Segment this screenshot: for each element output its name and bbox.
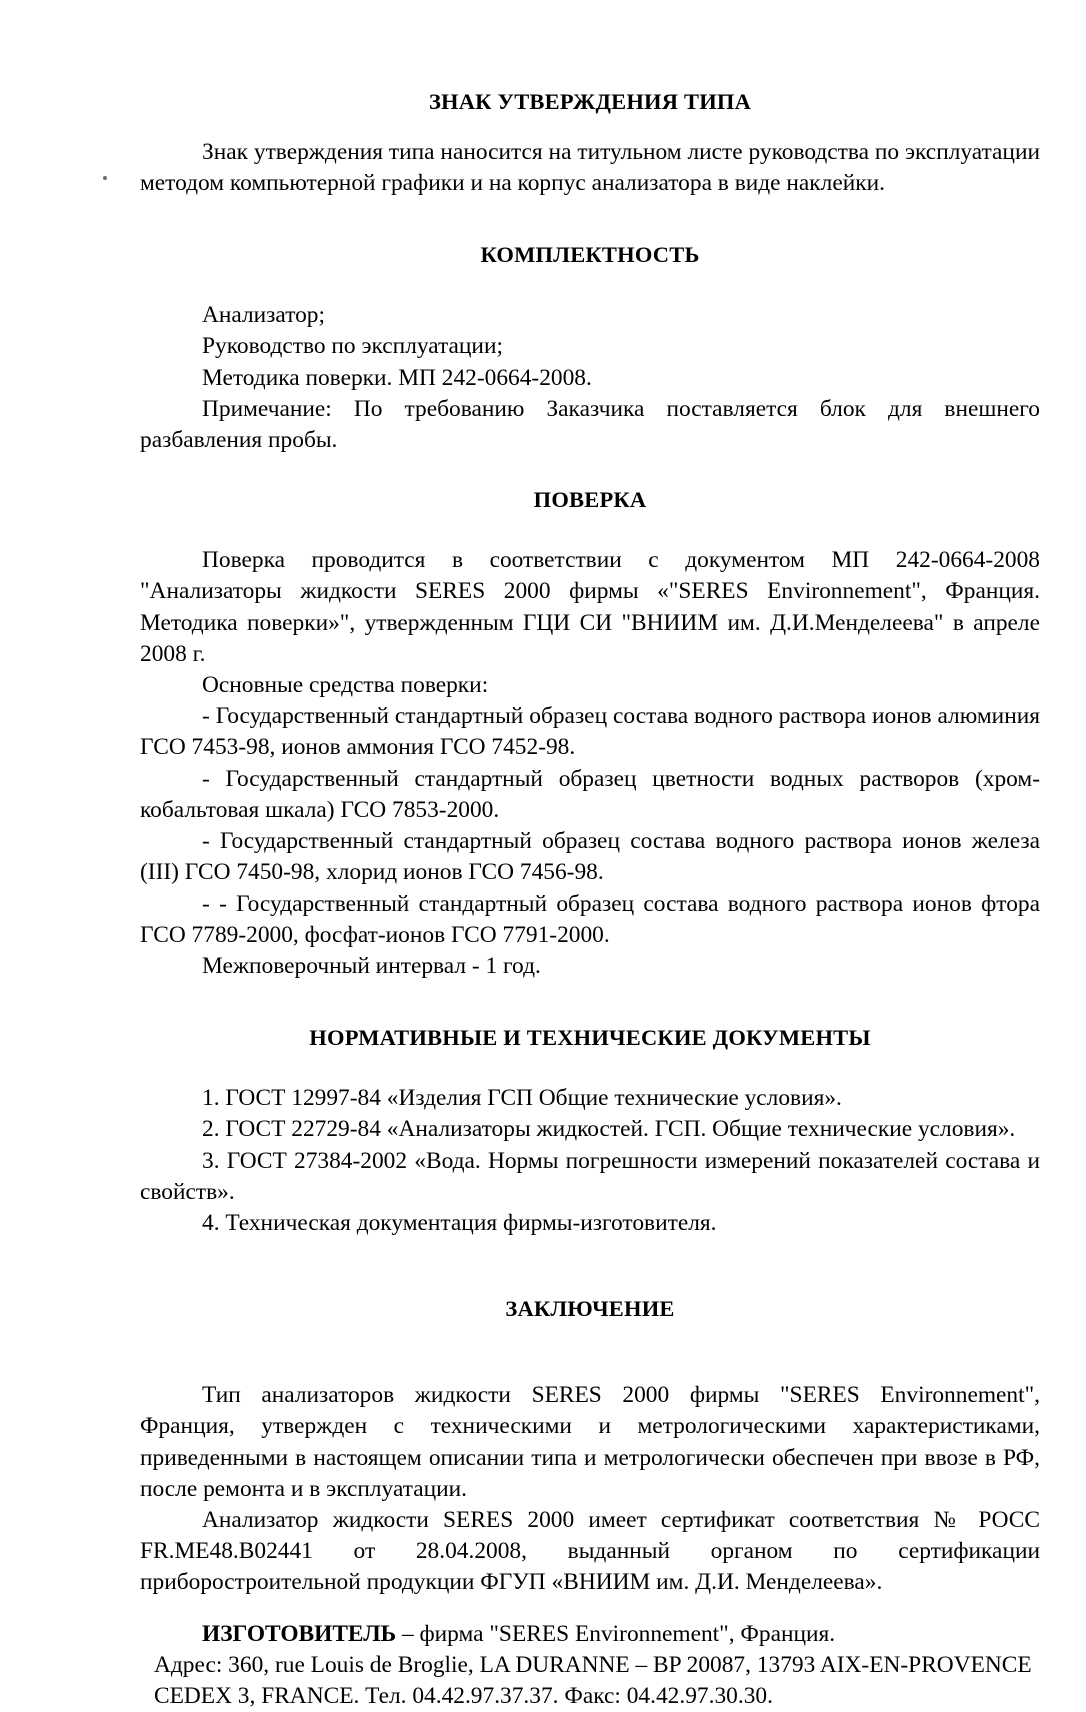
- normative-document-item-3-line-2: свойств».: [140, 1178, 235, 1205]
- conclusion-paragraph-2-line-1: Анализатор жидкости SERES 2000 имеет сертификат соответствия № РОСС: [202, 1507, 1040, 1534]
- verification-means-3-line-1: - Государственный стандартный образец состава водного раствора ионов железа: [202, 828, 1040, 855]
- normative-document-item-1: 1. ГОСТ 12997-84 «Изделия ГСП Общие технические условия».: [202, 1085, 842, 1112]
- verification-intro-line-3: Методика поверки»", утвержденным ГЦИ СИ "ВНИИМ им. Д.И.Менделеева" в апреле: [140, 609, 1040, 636]
- manufacturer-line: [140, 1619, 1040, 1650]
- manufacturer-label: ИЗГОТОВИТЕЛЬ: [202, 1620, 397, 1647]
- scan-artifact-speck: [103, 176, 107, 180]
- conclusion-paragraph-1-line-4: после ремонта и в эксплуатации.: [140, 1475, 468, 1502]
- completeness-note-line-1: Примечание: По требованию Заказчика поставляется блок для внешнего: [202, 395, 1040, 422]
- heading-type-approval-mark: ЗНАК УТВЕРЖДЕНИЯ ТИПА: [428, 89, 752, 114]
- spacer: [140, 1324, 1040, 1380]
- verification-means-4-line-2: ГСО 7789-2000, фосфат-ионов ГСО 7791-2000.: [140, 921, 610, 948]
- spacer: [140, 982, 1040, 1024]
- spacer: [140, 1599, 1040, 1619]
- normative-document-item-4: 4. Техническая документация фирмы-изготовителя.: [202, 1210, 717, 1237]
- paragraph-type-approval-mark-line-2: методом компьютерной графики и на корпус анализатора в виде наклейки.: [140, 170, 885, 197]
- document-content: [140, 88, 1040, 1712]
- verification-means-2-line-2: кобальтовая шкала) ГСО 7853-2000.: [140, 796, 500, 823]
- heading-normative-documents: НОРМАТИВНЫЕ И ТЕХНИЧЕСКИЕ ДОКУМЕНТЫ: [309, 1025, 871, 1051]
- verification-intro-line-1: Поверка проводится в соответствии с документом МП 242-0664-2008: [202, 547, 1040, 574]
- verification-interval: Межповерочный интервал - 1 год.: [202, 953, 541, 980]
- spacer: [140, 456, 1040, 486]
- verification-means-3-line-2: (III) ГСО 7450-98, хлорид ионов ГСО 7456-98.: [140, 859, 604, 886]
- spacer: [140, 1239, 1040, 1295]
- completeness-item-manual: Руководство по эксплуатации;: [202, 333, 503, 360]
- manufacturer-address-line-1: Адрес: 360, rue Louis de Broglie, LA DURANNE – BP 20087, 13793 AIX-EN-PROVENCE: [154, 1651, 1032, 1678]
- completeness-note-line-2: разбавления пробы.: [140, 427, 338, 453]
- paragraph-type-approval-mark-line-1: Знак утверждения типа наносится на титульном листе руководства по эксплуатации: [202, 138, 1040, 165]
- verification-means-1-line-2: ГСО 7453-98, ионов аммония ГСО 7452-98.: [140, 734, 576, 761]
- verification-intro-line-2: "Анализаторы жидкости SERES 2000 фирмы «"SERES Environnement", Франция.: [140, 578, 1040, 605]
- conclusion-paragraph-2-line-2: FR.ME48.B02441 от 28.04.2008, выданный органом по сертификации: [140, 1538, 1040, 1565]
- verification-means-label: Основные средства поверки:: [202, 671, 489, 698]
- spacer: [140, 117, 1040, 137]
- conclusion-paragraph-2-line-3: приборостроительной продукции ФГУП «ВНИИМ им. Д.И. Менделеева».: [140, 1569, 883, 1596]
- verification-intro-line-4: 2008 г.: [140, 640, 206, 667]
- conclusion-paragraph-1-line-1: Тип анализаторов жидкости SERES 2000 фирмы "SERES Environnement",: [202, 1382, 1040, 1409]
- heading-verification: ПОВЕРКА: [533, 487, 647, 513]
- completeness-item-verification-method: Методика поверки. МП 242-0664-2008.: [202, 364, 592, 391]
- verification-means-2-line-1: - Государственный стандартный образец цветности водных растворов (хром-: [202, 765, 1040, 792]
- manufacturer-label-suffix: – фирма "SERES Environnement", Франция.: [396, 1620, 836, 1647]
- manufacturer-address-line-2: CEDEX 3, FRANCE. Тел. 04.42.97.37.37. Факс: 04.42.97.30.30.: [154, 1683, 773, 1710]
- heading-conclusion: ЗАКЛЮЧЕНИЕ: [505, 1296, 675, 1322]
- normative-document-item-2: 2. ГОСТ 22729-84 «Анализаторы жидкостей. ГСП. Общие технические условия».: [202, 1116, 1016, 1143]
- spacer: [140, 1053, 1040, 1083]
- completeness-item-analyzer: Анализатор;: [202, 302, 326, 329]
- heading-completeness: КОМПЛЕКТНОСТЬ: [480, 242, 700, 268]
- conclusion-paragraph-1-line-2: Франция, утвержден с техническими и метрологическими характеристиками,: [140, 1413, 1040, 1440]
- spacer: [140, 199, 1040, 241]
- conclusion-paragraph-1-line-3: приведенными в настоящем описании типа и метрологически обеспечен при ввозе в РФ,: [140, 1444, 1040, 1471]
- spacer: [140, 270, 1040, 300]
- verification-means-1-line-1: - Государственный стандартный образец состава водного раствора ионов алюминия: [202, 703, 1040, 730]
- verification-means-4-line-1: - - Государственный стандартный образец состава водного раствора ионов фтора: [202, 890, 1040, 917]
- normative-document-item-3-line-1: 3. ГОСТ 27384-2002 «Вода. Нормы погрешности измерений показателей состава и: [202, 1147, 1040, 1174]
- spacer: [140, 515, 1040, 545]
